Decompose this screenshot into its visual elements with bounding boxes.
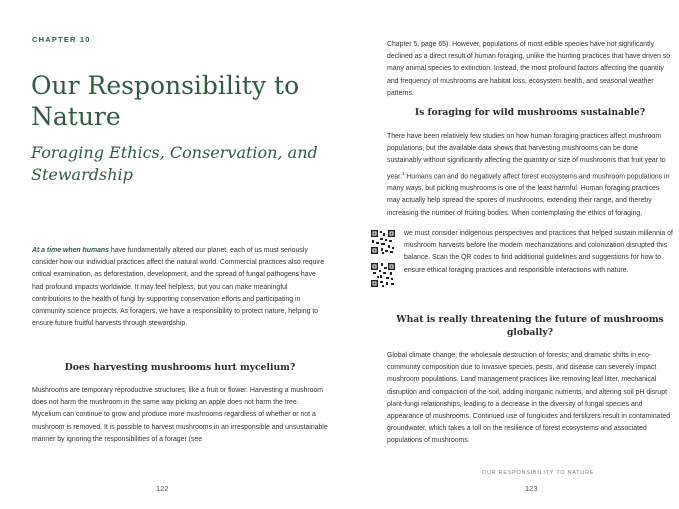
intro-lead: At a time when humans [32,247,109,254]
qr-paragraph: we must consider indigenous perspectives and practices that helped sustain millennia of mushroom harvests before the modern mechanizations and colonization disrupted this balance. Scan the QR codes to find additional guidelines and suggestions for how to ensure ethical foraging practices and responsible interactions with nature. [404,230,673,274]
right-page [340,0,679,509]
heading-harvesting: Does harvesting mushrooms hurt mycelium? [64,362,296,373]
qr-code-icon [370,229,396,255]
heading-threats: What is really threatening the future of mushrooms globally? [396,314,664,338]
running-head: OUR RESPONSIBILITY TO NATURE [482,470,595,476]
qr-code-icon [370,262,396,288]
chapter-label: CHAPTER 10 [32,35,91,44]
heading-sustainable: Is foraging for wild mushrooms sustainable? [414,107,646,118]
chapter-subtitle: Foraging Ethics, Conservation, and Stewardship [31,143,318,184]
page-number-left: 122 [156,484,169,493]
sustainable-paragraph [387,131,673,220]
chapter-title: Our Responsibility to Nature [31,71,300,131]
sustainable-text-b: Humans can and do negatively affect forest ecosystems and mushroom populations in many ways, but picking mushrooms is one of the least harmful. Human foraging practices may actually help spread the spores of mushrooms, extending their range, and thereby increasing the number of fruiting bodies. When contemplating the ethics of foraging, [387,172,670,217]
threats-paragraph: Global climate change; the wholesale destruction of forests; and dramatic shifts in eco-community composition due to invasive species, pests, and disease can severely impact mushroom populations. Land management practices like removing leaf litter, mechanical disruption and compaction of the soil, adding inorganic nutrients, and altering soil pH disrupt plant-fungi relationships, leading to a decrease in the diversity of fungal species and appearance of mushrooms. Continued use of fungicides and fertilizers result in contaminated groundwater, which takes a toll on the resilience of forest ecosystems and associated populations of mushrooms. [387,352,671,445]
page-number-right: 123 [525,484,538,493]
intro-paragraph [32,245,328,330]
sustainable-text-a: There have been relatively few studies on how human foraging practices affect mushroom populations, but the available data shows that harvesting mushrooms can be done sustainably without significantly affecting the quantity or size of mushrooms that fruit year to year. [387,133,666,180]
intro-text: have fundamentally altered our planet, each of us must seriously consider how our individual practices affect the natural world. Commercial practices also require critical examination, as deforestation, development, and the spread of fungal pathogens have had profound impacts worldwide. It may feel helpless, but you can make meaningful contributions to the health of fungi by supporting conservation efforts and participating in community science projects. As foragers, we have a responsibility to protect nature, helping to ensure future fruitful harvests through stewardship. [32,247,325,328]
harvesting-paragraph: Mushrooms are temporary reproductive structures, like a fruit or flower. Harvesting a mushroom does not harm the mushroom in the same way picking an apple does not harm the tree. Mycelium can continue to grow and produce more mushrooms regardless of whether or not a mushroom is removed. It is possible to harvest mushrooms in an irresponsible and unsustainable manner by ignoring the responsibilities of a forager (see [32,387,328,443]
continued-paragraph: Chapter 5, page 65). However, populations of most edible species have not significantly declined as a direct result of human foraging, unlike the hunting practices that have driven so many animal species to extinction. Instead, the most profound factors affecting the quantity and frequency of mushrooms are habitat loss, ecosystem health, and seasonal weather patterns. [387,41,671,97]
footnote-marker: 1 [401,170,405,176]
